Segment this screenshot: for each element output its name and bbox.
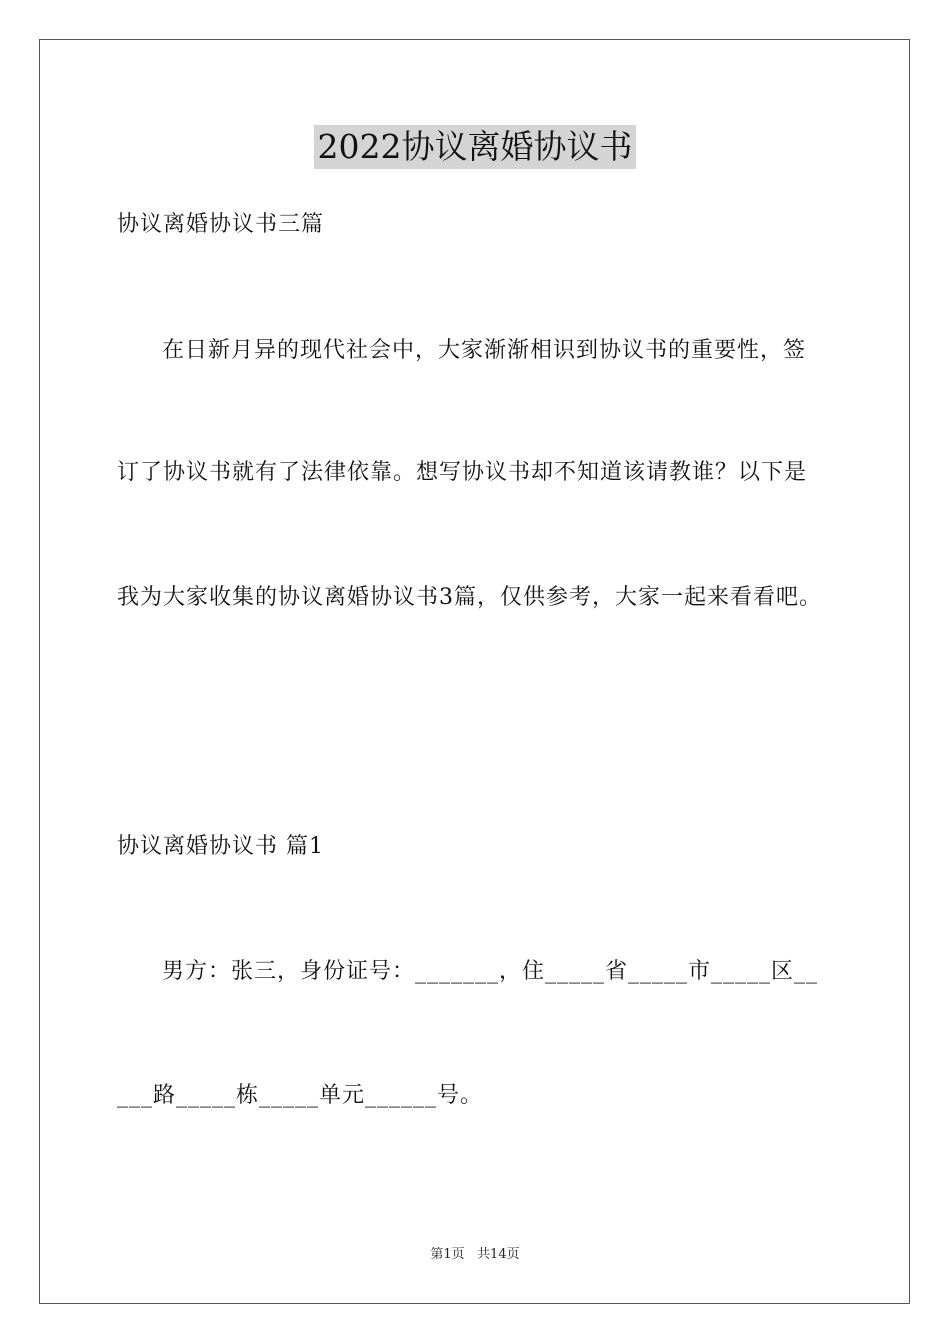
- body-line-2: ___路_____栋_____单元______号。: [117, 1083, 484, 1108]
- document-title: 2022协议离婚协议书: [314, 125, 637, 169]
- body-line-1: 男方：张三，身份证号：_______，住_____省_____市_____区__: [162, 959, 819, 984]
- title-container: [0, 125, 950, 169]
- intro-line-2: 订了协议书就有了法律依靠。想写协议书却不知道该请教谁？以下是: [117, 460, 808, 485]
- intro-line-3: 我为大家收集的协议离婚协议书3篇，仅供参考，大家一起来看看吧。: [117, 585, 822, 610]
- document-subtitle: 协议离婚协议书三篇: [117, 212, 325, 237]
- page-footer: 第1页 共14页: [430, 1247, 520, 1262]
- intro-line-1: 在日新月异的现代社会中，大家渐渐相识到协议书的重要性，签: [162, 338, 807, 363]
- section-heading: 协议离婚协议书 篇1: [117, 834, 324, 859]
